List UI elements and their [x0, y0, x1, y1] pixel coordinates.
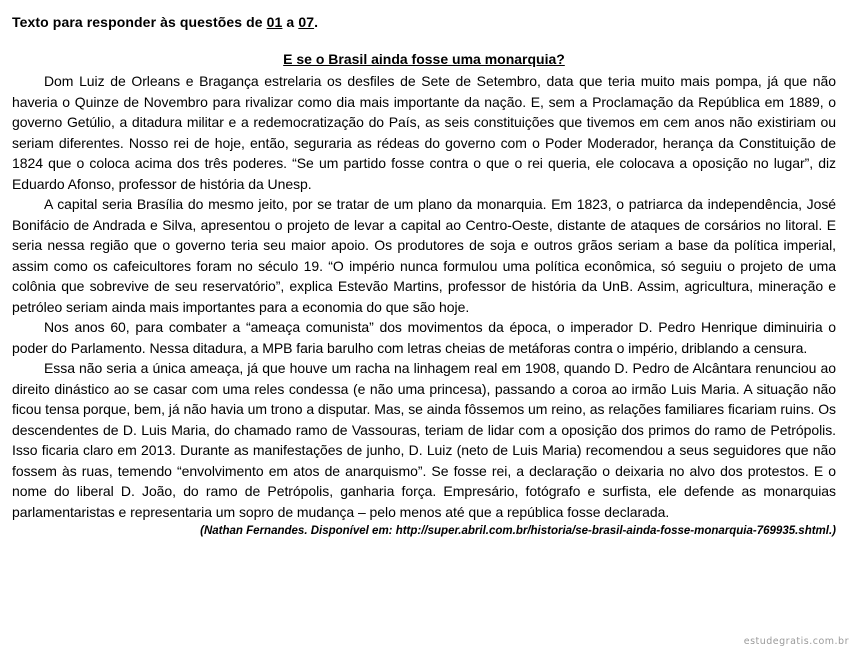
article-paragraph-1: Dom Luiz de Orleans e Bragança estrelaria os desfiles de Sete de Setembro, data que teria muito mais pompa, já que não haveria o Quinze de Novembro para rivalizar como dia mais importante da nação. E, sem a Proclamação da República em 1889, o governo Getúlio, a ditadura militar e a redemocratização do País, as seis constituições que tivemos em cem anos não existiriam ou seriam diferentes. Nosso rei de hoje, então, seguraria as rédeas do governo com o Poder Moderador, herança da Constituição de 1824 que o coloca acima dos três poderes. “Se um partido fosse contra o que o rei queria, ele colocava a oposição no lugar”, diz Eduardo Afonso, professor de história da Unesp.: [12, 73, 836, 192]
article-paragraph-2: A capital seria Brasília do mesmo jeito, por se tratar de um plano da monarquia. Em 1823, o patriarca da independência, José Bonifácio de Andrada e Silva, apresentou o projeto de levar a capital ao Centro-Oeste, distante de ataques de corsários no litoral. E seria nessa região que o governo teria seu maior apoio. Os produtores de soja e outros grãos seriam a base da política imperial, assim como os cafeicultores foram no século 19. “O império nunca formulou uma política econômica, só seguiu o projeto de uma colônia que sobrevive de seu reservatório”, explica Estevão Martins, professor de história da UnB. Assim, agricultura, mineração e petróleo seriam ainda mais importantes para a economia do que são hoje.: [12, 196, 836, 315]
instructions-suffix: .: [314, 14, 319, 30]
article-paragraph-3: Nos anos 60, para combater a “ameaça comunista” dos movimentos da época, o imperador D. Pedro Henrique diminuiria o poder do Parlamento. Nessa ditadura, a MPB faria barulho com letras cheias de metáforas contra o império, driblando a censura.: [12, 319, 836, 356]
instructions-connector: a: [282, 14, 299, 30]
article-title: E se o Brasil ainda fosse uma monarquia?: [283, 51, 565, 67]
instructions-prefix: Texto para responder às questões de: [12, 14, 267, 30]
article-paragraph-4: Essa não seria a única ameaça, já que houve um racha na linhagem real em 1908, quando D. Pedro de Alcântara renunciou ao direito dinástico ao se casar com uma reles condessa (e não uma princesa), passando a coroa ao irmão Luis Maria. A situação não ficou tensa porque, bem, já não havia um trono a disputar. Mas, se ainda fôssemos um reino, as relações familiares ficariam ruins. Os descendentes de D. Luis Maria, do chamado ramo de Vassouras, teriam de lidar com a oposição dos primos do ramo de Petrópolis. Isso ficaria claro em 2013. Durante as manifestações de junho, D. Luiz (neto de Luis Maria) recomendou a seus seguidores que não fossem às ruas, temendo “envolvimento em atos de anarquismo”. Se fosse rei, a declaração o deixaria no alvo dos protestos. E o nome do liberal D. João, do ramo de Petrópolis, ganharia força. Empresário, fotógrafo e surfista, ele defende as monarquias parlamentaristas e representaria um sopro de mudança – pelo menos até que a república fosse declarada.: [12, 360, 836, 520]
question-start-number: 01: [266, 14, 283, 30]
site-watermark: estudegratis.com.br: [743, 636, 849, 647]
source-citation: (Nathan Fernandes. Disponível em: http://super.abril.com.br/historia/se-brasil-ainda-fosse-monarquia-769935.shtml.): [200, 525, 836, 537]
document-page: [12, 13, 836, 539]
question-end-number: 07: [298, 14, 315, 30]
instructions-heading: [12, 13, 836, 31]
